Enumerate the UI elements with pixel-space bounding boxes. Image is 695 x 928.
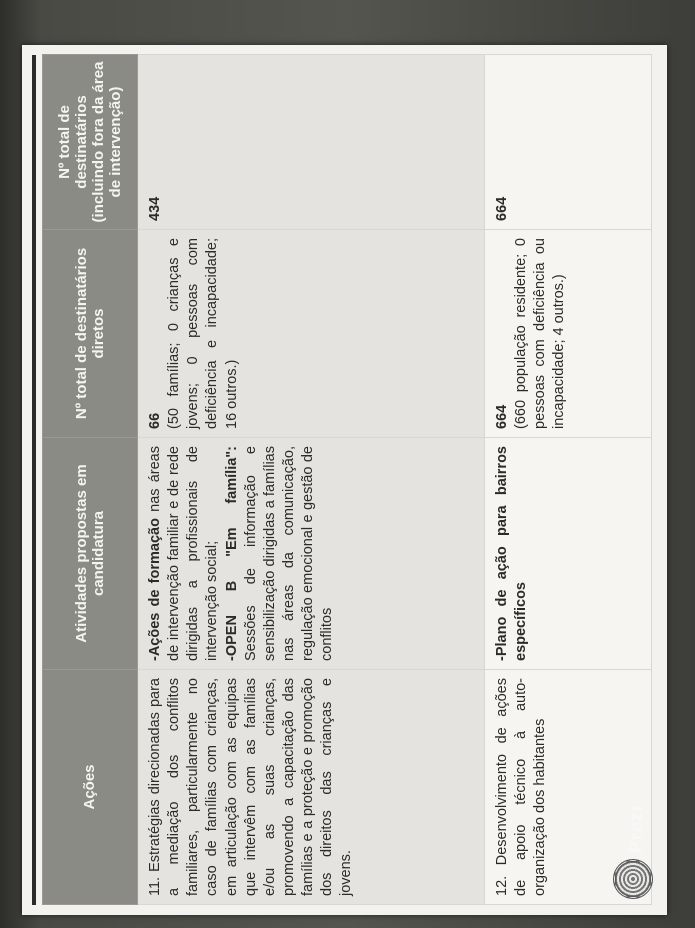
destinatarios-number: 66 <box>147 412 163 429</box>
total-value: 664 <box>494 196 510 221</box>
atividade-title: -Plano de ação para bairros específicos <box>494 446 530 661</box>
header-atividades: Atividades propostas em candidatura <box>43 438 138 670</box>
destinatarios-number: 664 <box>494 404 510 429</box>
destinatarios-breakdown: (50 famílias; 0 crianças e jovens; 0 pessoas com deficiência e incapacidade; 16 outros.) <box>166 238 240 429</box>
table-row <box>485 55 652 905</box>
atividade-title: -Ações de formação <box>147 518 163 661</box>
acao-text: 11. Estratégias direcionadas para a mediação dos conflitos familiares, particularmente no caso de famílias com crianças, em articulação com as equipas que intervêm com as famílias e/ou as suas crianças, promovendo a capacitação das famílias e a proteção e promoção dos direitos das crianças e jovens. <box>147 678 355 896</box>
total-cell <box>138 55 485 230</box>
header-destinatarios: Nº total de destinatários diretos <box>43 230 138 438</box>
slide <box>22 45 667 915</box>
atividade-text: nas áreas de intervenção familiar e de rede dirigidas a profissionais de intervenção social; <box>147 446 221 661</box>
destinatarios-cell <box>485 230 652 438</box>
acao-cell <box>138 670 485 905</box>
logo-seal-icon <box>613 859 653 899</box>
table-row <box>138 55 485 905</box>
atividades-cell <box>138 438 485 670</box>
watermark: Prezi <box>626 804 646 853</box>
actions-table <box>42 54 652 905</box>
destinatarios-breakdown: (660 população residente; 0 pessoas com deficiência ou incapacidade; 4 outros.) <box>513 238 568 429</box>
atividade-text: Sessões de informação e sensibilização dirigidas a famílias nas áreas da comunicação, regulação emocional e gestão de conflitos <box>242 446 336 661</box>
header-acoes: Ações <box>43 670 138 905</box>
total-cell <box>485 55 652 230</box>
destinatarios-cell <box>138 230 485 438</box>
acao-text: 12. Desenvolvimento de ações de apoio técnico à auto-organização dos habitantes <box>494 678 549 896</box>
header-total: Nº total de destinatários (incluindo fora da área de intervenção) <box>43 55 138 230</box>
slide-content <box>32 55 657 905</box>
atividades-cell <box>485 438 652 670</box>
total-value: 434 <box>147 196 163 221</box>
table-header-row <box>43 55 138 905</box>
atividade-title: -OPEN B "Em família": <box>223 446 240 661</box>
